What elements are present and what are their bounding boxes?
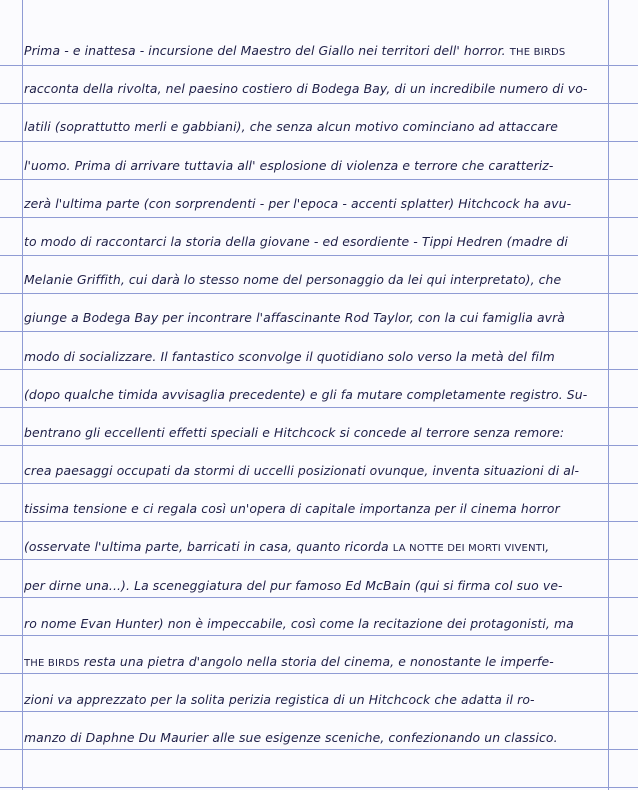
line-6-text: to modo di raccontarci la storia della giovane - ed esordiente - Tippi Hedren (madre di <box>24 233 568 249</box>
text-line-10 <box>24 384 612 422</box>
line-11-text: bentrano gli eccellenti effetti speciali e Hitchcock si concede al terrore senza remore: <box>24 424 565 440</box>
line-13-text: tissima tensione e ci regala così un'opera di capitale importanza per il cinema horror <box>24 501 560 517</box>
text-line-3 <box>24 116 612 154</box>
line-12-text: crea paesaggi occupati da stormi di uccelli posizionati ovunque, inventa situazioni di al- <box>24 463 580 479</box>
line-7-text: Melanie Griffith, cui darà lo stesso nome del personaggio da lei qui interpretato), che <box>24 272 562 288</box>
text-line-4 <box>24 155 612 193</box>
line-14-text: (osservate l'ultima parte, barricati in casa, quanto ricorda <box>24 539 393 555</box>
text-line-5 <box>24 193 612 231</box>
line-17-text: resta una pietra d'angolo nella storia del cinema, e nonostante le imperfe- <box>79 654 554 669</box>
text-line-12 <box>24 460 612 498</box>
text-line-6 <box>24 231 612 269</box>
text-line-14 <box>24 536 612 574</box>
line-10-text: (dopo qualche timida avvisaglia precedente) e gli fa mutare completamente registro. Su- <box>24 386 588 402</box>
film-title-the-birds: THE BIRDS <box>509 47 566 58</box>
text-line-8 <box>24 307 612 345</box>
handwritten-text <box>24 40 612 766</box>
line-4-text: l'uomo. Prima di arrivare tuttavia all' esplosione di violenza e terrore che caratteriz- <box>24 157 554 173</box>
line-19-text: manzo di Daphne Du Maurier alle sue esigenze sceniche, confezionando un classico. <box>24 730 558 746</box>
text-line-11 <box>24 422 612 460</box>
line-14-end: , <box>545 539 550 555</box>
line-1-text: Prima - e inattesa - incursione del Maestro del Giallo nei territori dell' horror. <box>24 43 510 58</box>
text-line-13 <box>24 498 612 536</box>
film-title-la-notte-dei-morti-viventi: LA NOTTE DEI MORTI VIVENTI <box>392 543 546 555</box>
text-line-16 <box>24 613 612 651</box>
text-line-19 <box>24 727 612 765</box>
line-2-text: racconta della rivolta, nel paesino costiero di Bodega Bay, di un incredibile numero di vo- <box>24 81 588 97</box>
line-18-text: zioni va apprezzato per la solita perizia registica di un Hitchcock che adatta il ro- <box>24 692 535 708</box>
line-8-text: giunge a Bodega Bay per incontrare l'affascinante Rod Taylor, con la cui famiglia avrà <box>24 310 565 326</box>
film-title-the-birds-2: THE BIRDS <box>24 658 80 669</box>
line-15-text: per dirne una...). La sceneggiatura del pur famoso Ed McBain (qui si firma col suo ve- <box>24 577 563 593</box>
line-5-text: zerà l'ultima parte (con sorprendenti - per l'epoca - accenti splatter) Hitchcock ha avu- <box>24 195 572 211</box>
left-margin-line <box>22 0 23 790</box>
line-3-text: latili (soprattutto merli e gabbiani), che senza alcun motivo cominciano ad attaccare <box>24 119 558 135</box>
text-line-18 <box>24 689 612 727</box>
text-line-2 <box>24 78 612 116</box>
line-9-text: modo di socializzare. Il fantastico sconvolge il quotidiano solo verso la metà del film <box>24 348 555 364</box>
text-line-7 <box>24 269 612 307</box>
text-line-1 <box>24 40 612 78</box>
text-line-17 <box>24 651 612 689</box>
text-line-9 <box>24 346 612 384</box>
text-line-15 <box>24 575 612 613</box>
line-16-text: ro nome Evan Hunter) non è impeccabile, così come la recitazione dei protagonisti, ma <box>24 615 574 631</box>
